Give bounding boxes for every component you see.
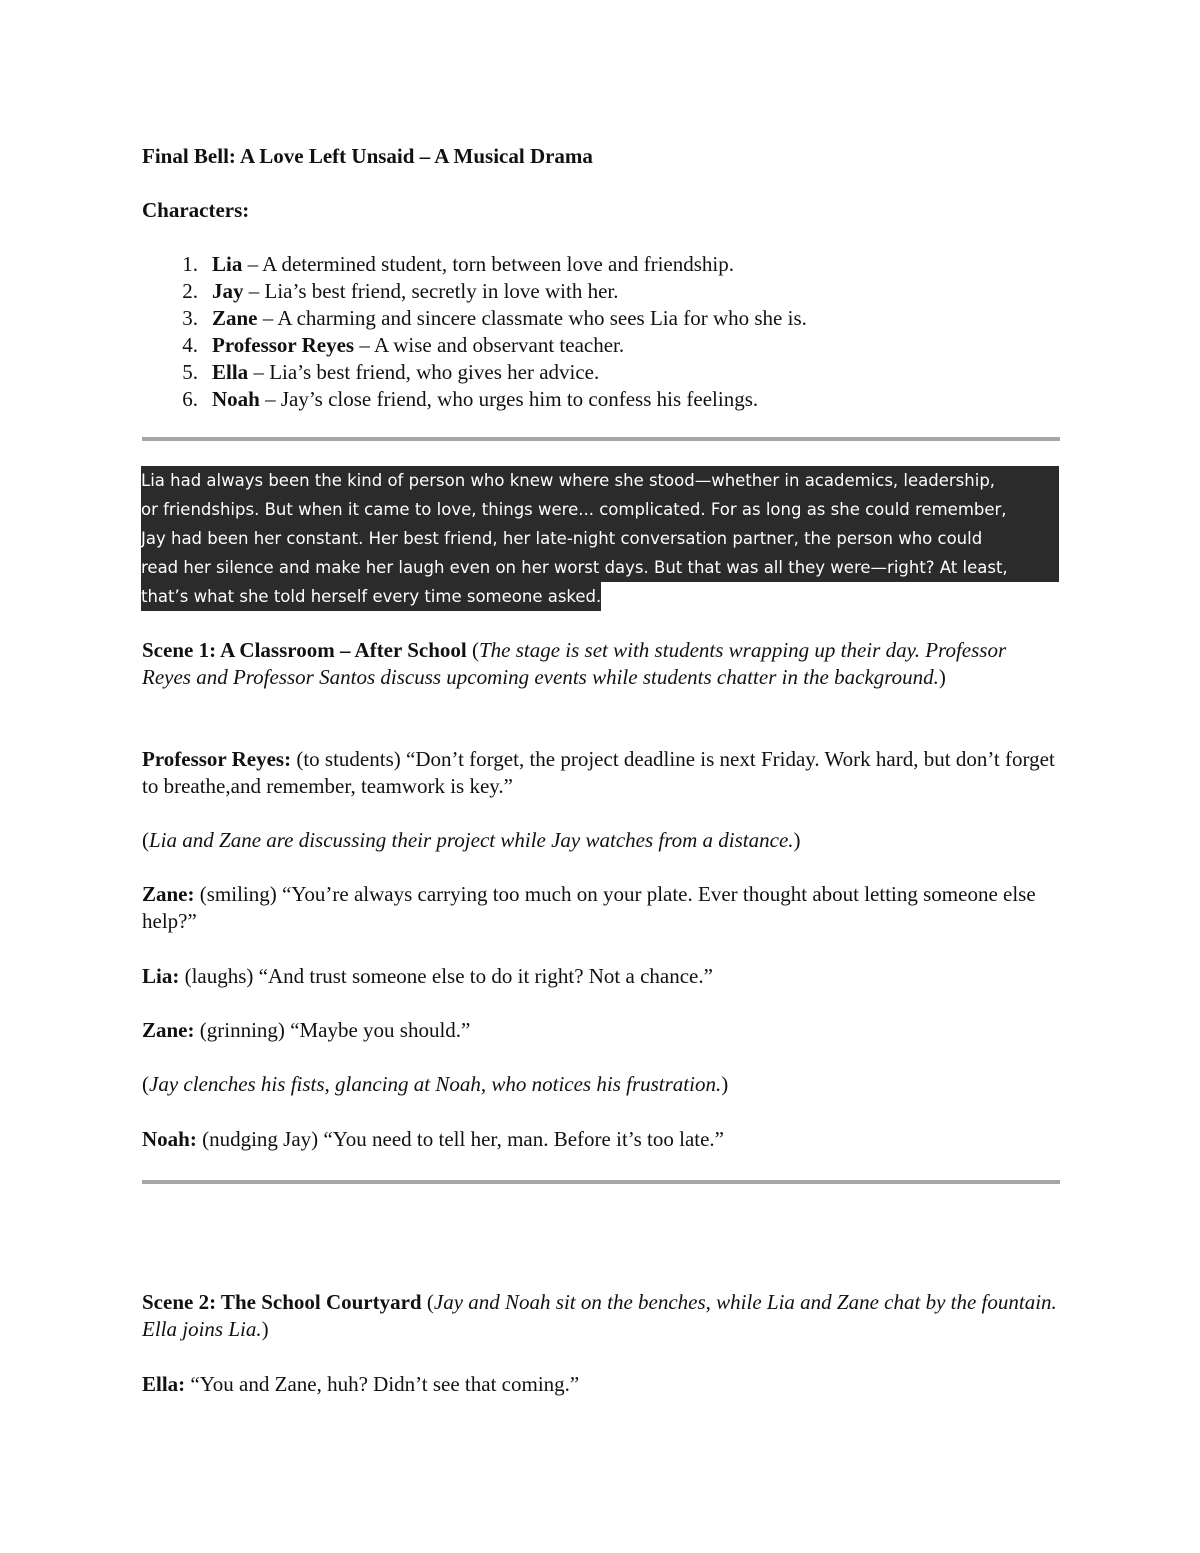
character-name: Lia bbox=[212, 252, 243, 276]
speaker-name: Professor Reyes: bbox=[142, 747, 292, 771]
narrative-line: read her silence and make her laugh even on her worst days. But that was all they were—right? At least, bbox=[141, 553, 1059, 582]
document-title: Final Bell: A Love Left Unsaid – A Musical Drama bbox=[142, 144, 593, 168]
paren: ) bbox=[938, 665, 946, 689]
stage-direction: Jay and Noah sit on the benches, while Lia and Zane chat by the fountain. Ella joins Lia. bbox=[142, 1290, 1057, 1341]
narrative-line: Jay had been her constant. Her best friend, her late-night conversation partner, the person who could bbox=[141, 524, 1059, 553]
stage-direction: Lia and Zane are discussing their project while Jay watches from a distance. bbox=[149, 828, 794, 852]
scene-2-heading-paragraph: Scene 2: The School Courtyard (Jay and Noah sit on the benches, while Lia and Zane chat by the fountain. Ella joins Lia.) bbox=[142, 1290, 1057, 1341]
dialogue-text: “You and Zane, huh? Didn’t see that coming.” bbox=[185, 1372, 580, 1396]
dialogue-text: (nudging Jay) “You need to tell her, man. Before it’s too late.” bbox=[196, 1127, 724, 1151]
scene-heading: Scene 1: A Classroom – After School bbox=[142, 638, 467, 662]
dialogue-text: (smiling) “You’re always carrying too much on your plate. Ever thought about letting someone else help?” bbox=[142, 882, 1036, 933]
paren: ( bbox=[466, 638, 479, 662]
character-item bbox=[142, 251, 1060, 278]
stage-direction-line: (Jay clenches his fists, glancing at Noah, who notices his frustration.) bbox=[142, 1072, 729, 1096]
character-item bbox=[142, 305, 1060, 332]
dialogue-text: (laughs) “And trust someone else to do it right? Not a chance.” bbox=[179, 964, 713, 988]
character-name: Zane bbox=[212, 306, 258, 330]
scene-heading: Scene 2: The School Courtyard bbox=[142, 1290, 422, 1314]
dialogue-line bbox=[142, 1017, 1060, 1044]
list-number: 6. bbox=[182, 387, 198, 411]
scene-1-heading-paragraph bbox=[142, 637, 1060, 691]
dialogue-text: (to students) “Don’t forget, the project deadline is next Friday. Work hard, but don’t forget to breathe,and remember, teamwork is key.” bbox=[142, 747, 1055, 798]
character-item bbox=[142, 332, 1060, 359]
character-name: Jay bbox=[212, 279, 244, 303]
dialogue-line bbox=[142, 746, 1060, 800]
dialogue-line bbox=[142, 881, 1060, 935]
stage-direction: The stage is set with students wrapping up their day. Professor Reyes and Professor Santos discuss upcoming events while students chatter in the background. bbox=[142, 638, 1007, 689]
speaker-name: Zane: bbox=[142, 1018, 195, 1042]
character-name: Professor Reyes bbox=[212, 333, 355, 357]
list-number: 3. bbox=[182, 306, 198, 330]
list-number: 5. bbox=[182, 360, 198, 384]
narrative-line: that’s what she told herself every time someone asked. bbox=[141, 582, 601, 611]
speaker-name: Ella: bbox=[142, 1372, 186, 1396]
horizontal-rule bbox=[142, 1180, 1060, 1184]
dialogue-line bbox=[142, 963, 1060, 990]
character-item bbox=[142, 386, 1060, 413]
speaker-name: Noah: bbox=[142, 1127, 197, 1151]
character-description: – Lia’s best friend, secretly in love with her. bbox=[243, 279, 619, 303]
character-item bbox=[142, 359, 1060, 386]
dialogue-line bbox=[142, 1126, 1060, 1153]
character-description: – A wise and observant teacher. bbox=[354, 333, 625, 357]
stage-direction-line: (Lia and Zane are discussing their project while Jay watches from a distance.) bbox=[142, 828, 801, 852]
character-description: – Lia’s best friend, who gives her advice. bbox=[248, 360, 600, 384]
character-name: Ella bbox=[212, 360, 249, 384]
characters-heading: Characters: bbox=[142, 198, 250, 222]
horizontal-rule bbox=[142, 437, 1060, 441]
list-number: 1. bbox=[182, 252, 198, 276]
list-number: 4. bbox=[182, 333, 198, 357]
list-number: 2. bbox=[182, 279, 198, 303]
speaker-name: Zane: bbox=[142, 882, 195, 906]
character-name: Noah bbox=[212, 387, 260, 411]
character-list bbox=[142, 251, 1060, 413]
dialogue-text: (grinning) “Maybe you should.” bbox=[194, 1018, 471, 1042]
stage-direction: Jay clenches his fists, glancing at Noah, who notices his frustration. bbox=[149, 1072, 722, 1096]
narrative-line: Lia had always been the kind of person who knew where she stood—whether in academics, leadership, bbox=[141, 466, 1059, 495]
character-description: – A determined student, torn between love and friendship. bbox=[242, 252, 734, 276]
speaker-name: Lia: bbox=[142, 964, 180, 988]
character-item bbox=[142, 278, 1060, 305]
narrative-line: or friendships. But when it came to love, things were... complicated. For as long as she could remember, bbox=[141, 495, 1059, 524]
character-description: – Jay’s close friend, who urges him to confess his feelings. bbox=[259, 387, 759, 411]
dialogue-line bbox=[142, 1371, 1060, 1398]
character-description: – A charming and sincere classmate who sees Lia for who she is. bbox=[257, 306, 807, 330]
narrative-highlight-block bbox=[141, 466, 1059, 620]
